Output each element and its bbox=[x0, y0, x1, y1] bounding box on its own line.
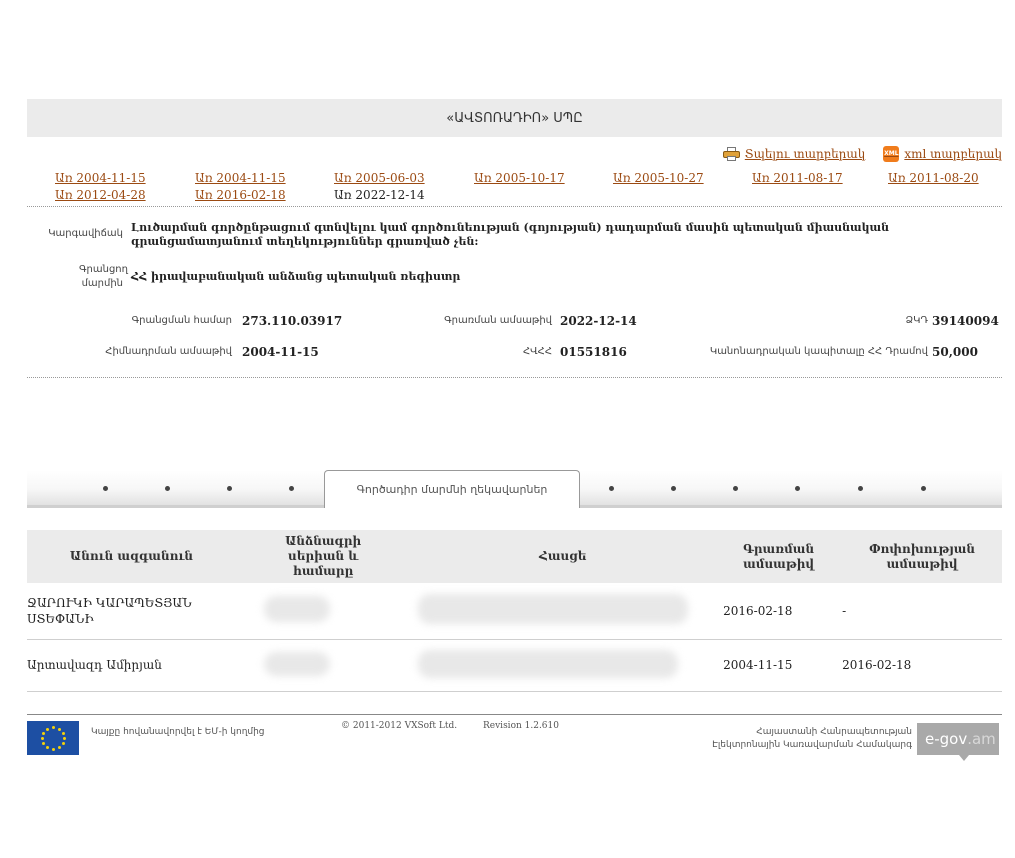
executives-table bbox=[27, 530, 1002, 692]
registrar-label: Գրանցող մարմին bbox=[79, 264, 128, 289]
eu-sponsor-text: Կայքը հովանավորվել է ԵՄ-ի կողմից bbox=[91, 727, 265, 737]
print-options bbox=[27, 137, 1002, 171]
redacted-passport bbox=[264, 652, 330, 676]
column-header: Անուն ազգանուն bbox=[27, 530, 236, 583]
gov-line-1: Հայաստանի Հանրապետության bbox=[756, 727, 912, 737]
company-title-bar bbox=[27, 99, 1002, 137]
print-version-link[interactable] bbox=[723, 147, 866, 161]
redacted-address bbox=[418, 650, 678, 678]
column-header: Փոփոխության ամսաթիվ bbox=[842, 530, 1002, 583]
company-info bbox=[27, 207, 1002, 375]
record-date: 2004-11-15 bbox=[715, 639, 842, 691]
passport-cell bbox=[236, 583, 410, 639]
registration-fields bbox=[27, 315, 1002, 375]
tab-bar bbox=[27, 470, 1002, 508]
zkd-value: 39140094 bbox=[932, 314, 999, 328]
column-header: Հասցե bbox=[410, 530, 715, 583]
change-date: - bbox=[842, 583, 1002, 639]
print-version-label: Տպելու տարբերակ bbox=[744, 147, 866, 161]
tab-dot[interactable] bbox=[858, 486, 863, 491]
version-link[interactable]: Առ 2016-02-18 bbox=[195, 188, 286, 202]
reg-number-value: 273.110.03917 bbox=[242, 314, 343, 328]
copyright-text: © 2011-2012 VXSoft Ltd. bbox=[341, 721, 458, 731]
status-value: Լուծարման գործընթացում գտնվելու կամ գործունեության (գոյության) դադարման մասին պետական միասնական գրանցամատյանում տեղեկություններ գրառված չեն: bbox=[131, 221, 890, 248]
table-row bbox=[27, 583, 1002, 639]
tab-label: Գործադիր մարմնի ղեկավարներ bbox=[356, 483, 548, 496]
redacted-passport bbox=[264, 596, 330, 622]
version-link[interactable]: Առ 2005-10-27 bbox=[613, 171, 704, 185]
capital-value: 50,000 bbox=[932, 345, 978, 359]
version-link[interactable]: Առ 2011-08-17 bbox=[752, 171, 843, 185]
capital-label: Կանոնադրական կապիտալը ՀՀ Դրամով bbox=[709, 346, 928, 357]
record-date-value: 2022-12-14 bbox=[560, 314, 637, 328]
person-name: Արտավազդ Ամիրյան bbox=[27, 639, 236, 691]
divider bbox=[27, 377, 1002, 378]
tab-dot[interactable] bbox=[795, 486, 800, 491]
tab-dot[interactable] bbox=[289, 486, 294, 491]
record-date: 2016-02-18 bbox=[715, 583, 842, 639]
status-row bbox=[27, 221, 1002, 249]
registrar-row bbox=[27, 263, 1002, 291]
passport-cell bbox=[236, 639, 410, 691]
founding-date-value: 2004-11-15 bbox=[242, 345, 319, 359]
xml-icon: XML bbox=[883, 146, 899, 162]
tab-dot[interactable] bbox=[921, 486, 926, 491]
address-cell bbox=[410, 583, 715, 639]
table-header-row bbox=[27, 530, 1002, 583]
tin-label: ՀՎՀՀ bbox=[522, 346, 552, 357]
egov-logo-tail bbox=[959, 755, 969, 761]
gov-line-2: Էլեկտրոնային Կառավարման Համակարգ bbox=[712, 740, 912, 750]
change-date: 2016-02-18 bbox=[842, 639, 1002, 691]
tin-value: 01551816 bbox=[560, 345, 627, 359]
current-version: Առ 2022-12-14 bbox=[334, 188, 425, 202]
tab-dot[interactable] bbox=[671, 486, 676, 491]
tab-dot[interactable] bbox=[609, 486, 614, 491]
column-header: Անձնագրի սերիան և համարը bbox=[236, 530, 410, 583]
address-cell bbox=[410, 639, 715, 691]
reg-number-label: Գրանցման համար bbox=[131, 315, 232, 326]
version-history bbox=[27, 171, 1002, 202]
version-link[interactable]: Առ 2011-08-20 bbox=[888, 171, 979, 185]
record-date-label: Գրառման ամսաթիվ bbox=[444, 315, 552, 326]
tab-dot[interactable] bbox=[733, 486, 738, 491]
registrar-value: ՀՀ իրավաբանական անձանց պետական ռեգիստր bbox=[131, 270, 461, 283]
revision-text: Revision 1.2.610 bbox=[483, 721, 559, 731]
eu-flag-icon bbox=[27, 721, 79, 755]
zkd-label: ՁԿԴ bbox=[905, 315, 928, 326]
egov-logo-suffix: .am bbox=[967, 730, 996, 748]
main-content bbox=[27, 99, 1002, 378]
tab-executive-heads[interactable] bbox=[324, 470, 580, 508]
version-link[interactable]: Առ 2004-11-15 bbox=[195, 171, 286, 185]
tab-dot[interactable] bbox=[165, 486, 170, 491]
tab-dot[interactable] bbox=[103, 486, 108, 491]
egov-logo-main: e-gov bbox=[925, 730, 968, 748]
version-link[interactable]: Առ 2005-06-03 bbox=[334, 171, 425, 185]
egov-logo[interactable] bbox=[917, 723, 999, 755]
xml-version-link[interactable] bbox=[883, 146, 1002, 162]
table-row bbox=[27, 639, 1002, 691]
status-label: Կարգավիճակ bbox=[48, 228, 123, 239]
version-link[interactable]: Առ 2004-11-15 bbox=[55, 171, 146, 185]
version-link[interactable]: Առ 2005-10-17 bbox=[474, 171, 565, 185]
redacted-address bbox=[418, 594, 688, 624]
printer-icon bbox=[723, 147, 740, 161]
version-link[interactable]: Առ 2012-04-28 bbox=[55, 188, 146, 202]
person-name: ՋԱՐՈՒԿԻ ԿԱՐԱՊԵՏՅԱՆ ՍՏԵՓԱՆԻ bbox=[27, 583, 236, 639]
tab-dot[interactable] bbox=[227, 486, 232, 491]
xml-version-label: xml տարբերակ bbox=[904, 147, 1002, 161]
footer bbox=[27, 714, 1002, 764]
company-title: «ԱՎՏՈՌԱԴԻՈ» ՍՊԸ bbox=[446, 110, 583, 126]
column-header: Գրառման ամսաթիվ bbox=[715, 530, 842, 583]
founding-date-label: Հիմնադրման ամսաթիվ bbox=[105, 346, 232, 357]
